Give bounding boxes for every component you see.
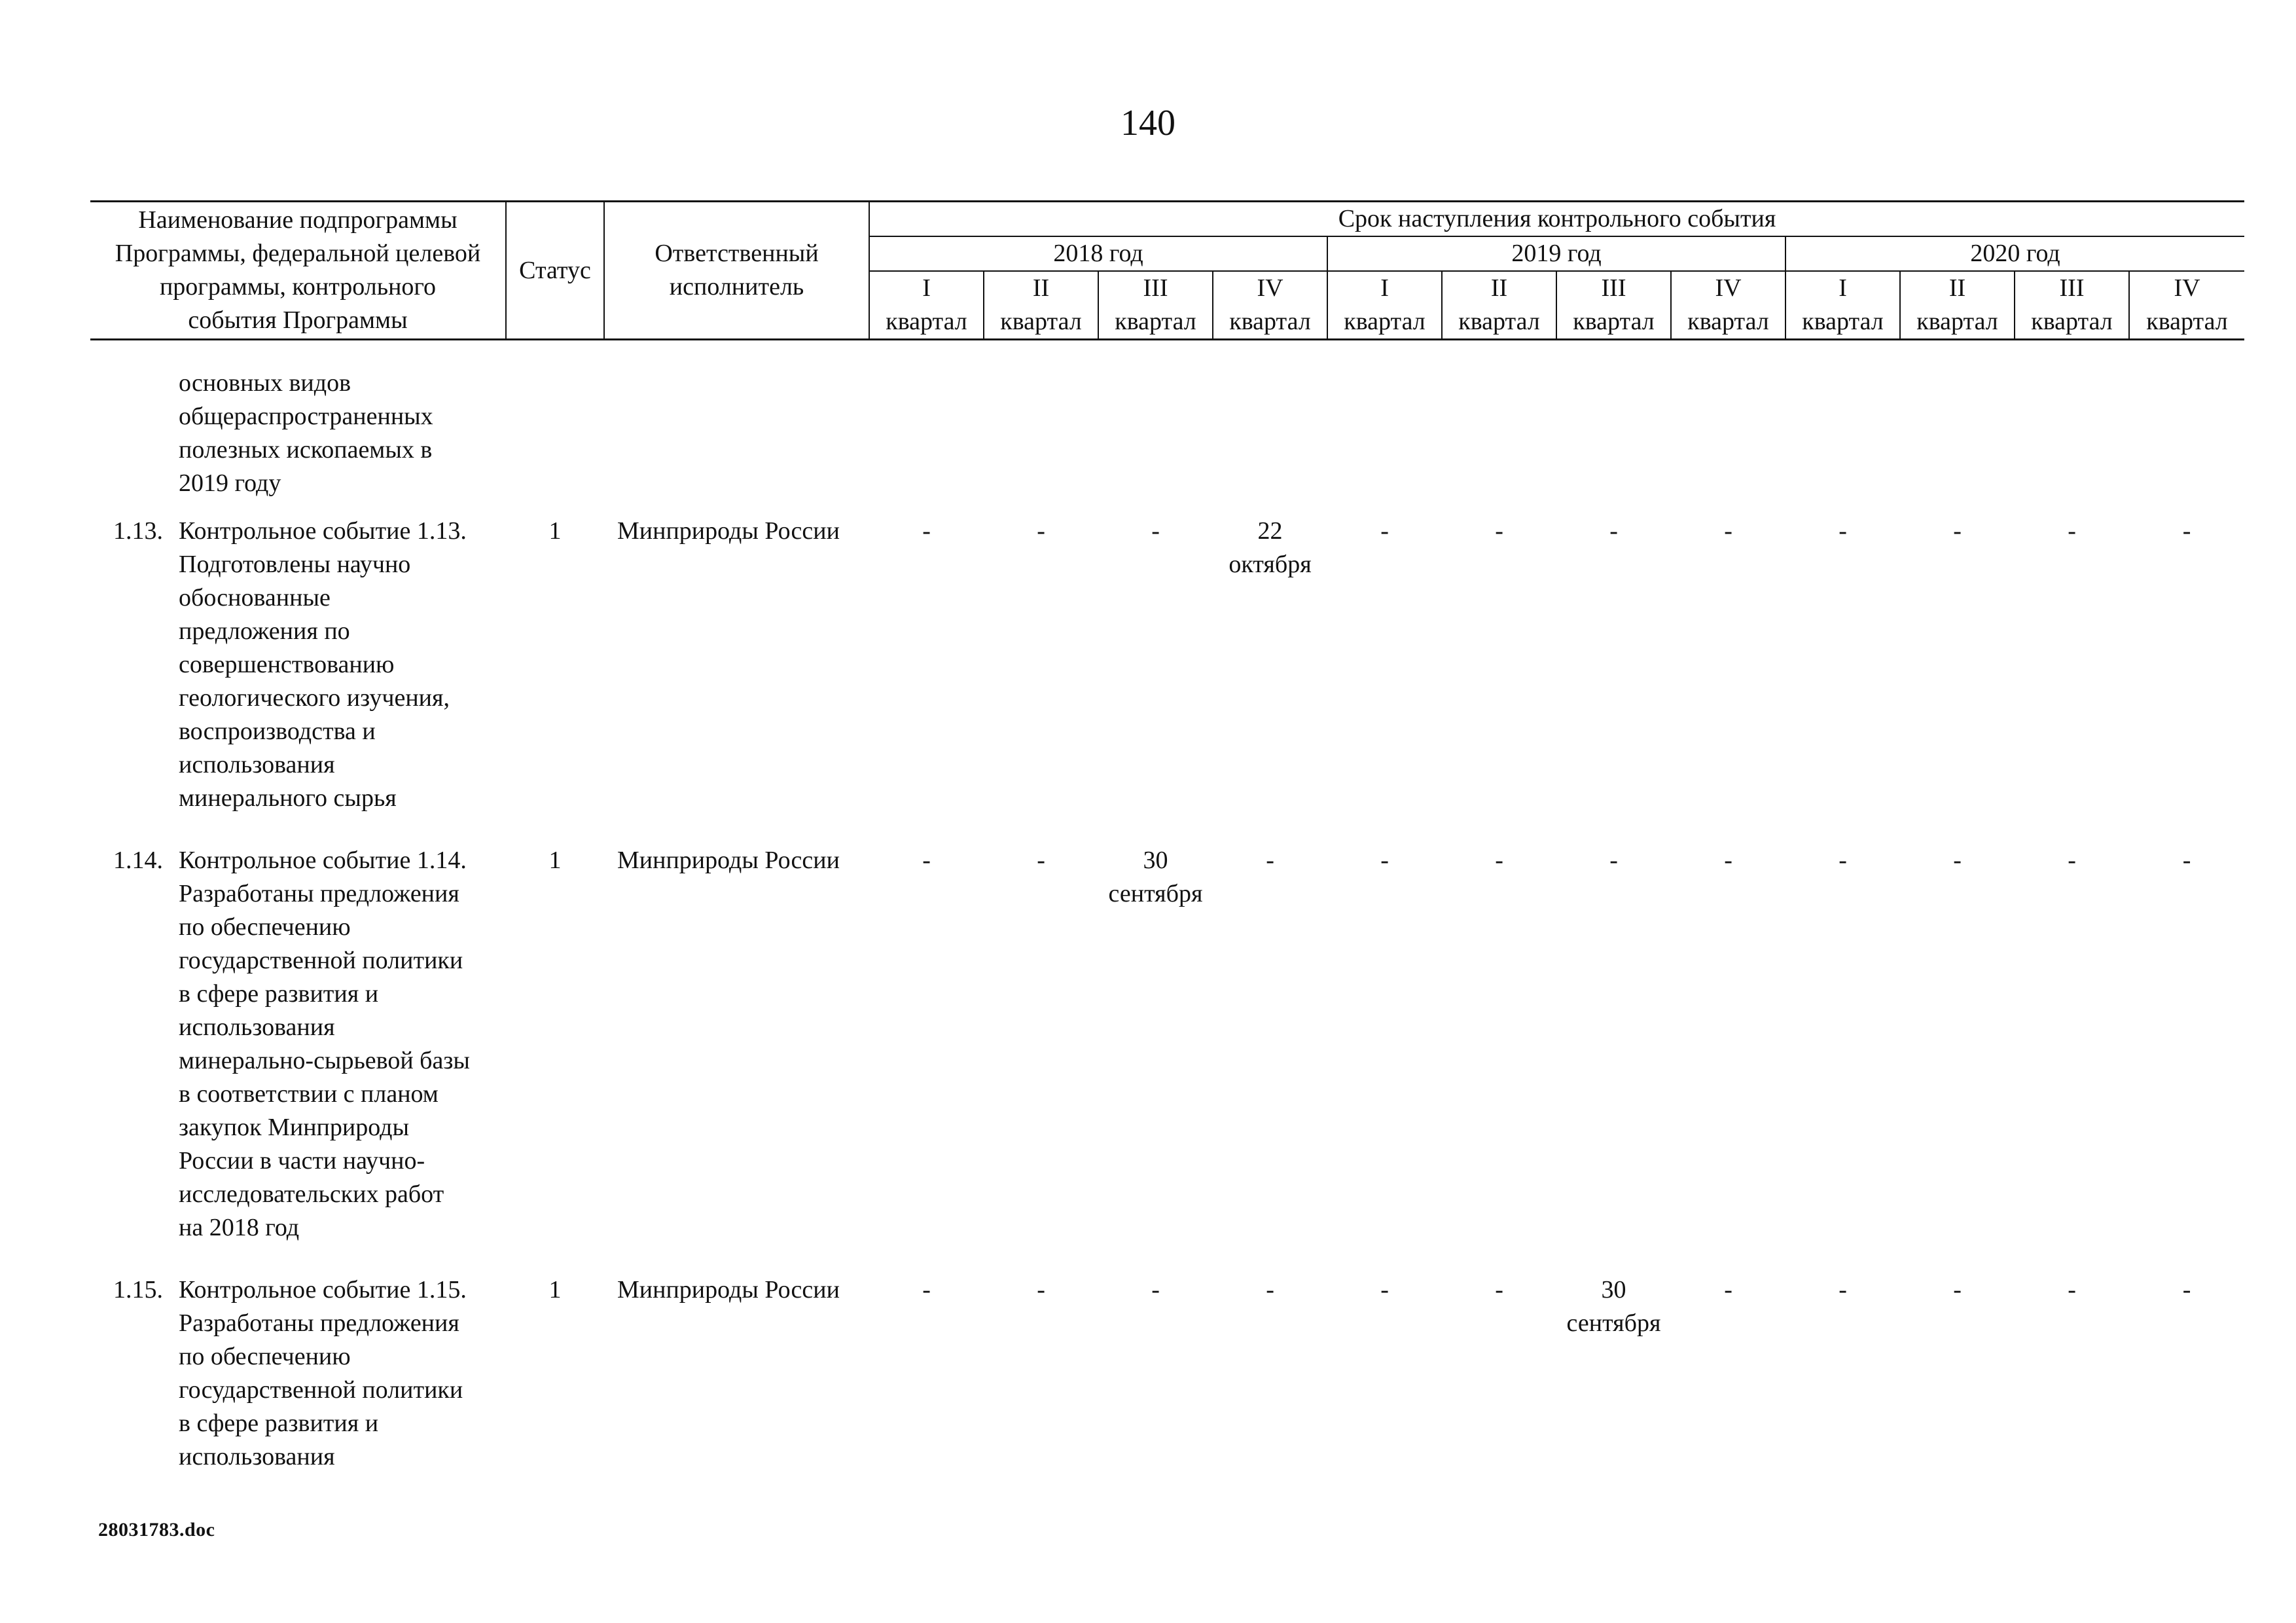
quarter-cell: - (1380, 517, 1389, 545)
header-quarter-12: IV квартал (2129, 271, 2244, 340)
header-name-column: Наименование подпрограммы Программы, федеральной целевой программы, контрольного события Программы (90, 202, 506, 340)
continuation-row (90, 340, 2244, 501)
quarter-cell: - (1037, 847, 1045, 874)
quarter-cell: - (1839, 517, 1847, 545)
header-year-2020: 2020 год (1785, 236, 2244, 271)
quarter-cell: - (922, 847, 931, 874)
header-quarter-3: III квартал (1098, 271, 1213, 340)
quarter-cell: - (1495, 517, 1503, 545)
quarter-cell: - (1266, 1276, 1274, 1304)
header-year-2019: 2019 год (1327, 236, 1785, 271)
row-number: 1.13. (113, 517, 163, 545)
quarter-cell: - (1953, 517, 1962, 545)
row-number: 1.15. (113, 1276, 163, 1304)
header-quarter-11: III квартал (2015, 271, 2129, 340)
quarter-cell: 22 октября (1229, 517, 1312, 578)
event-status: 1 (548, 517, 562, 545)
quarter-cell: - (1839, 847, 1847, 874)
quarter-cell: - (2068, 517, 2076, 545)
quarter-cell: - (922, 517, 931, 545)
quarter-cell: - (2182, 517, 2191, 545)
quarter-cell: - (1151, 517, 1160, 545)
quarter-cell: - (2182, 847, 2191, 874)
header-quarter-2: II квартал (984, 271, 1098, 340)
quarter-cell: - (922, 1276, 931, 1304)
quarter-cell: - (1380, 1276, 1389, 1304)
table-body (90, 340, 2244, 1489)
table-header (90, 202, 2244, 340)
quarter-cell: - (2182, 1276, 2191, 1304)
quarter-cell: - (1380, 847, 1389, 874)
quarter-cell: - (1724, 847, 1732, 874)
quarter-cell: - (1839, 1276, 1847, 1304)
event-executor: Минприроды России (617, 1276, 840, 1304)
header-quarter-8: IV квартал (1671, 271, 1785, 340)
table-row (90, 1259, 2244, 1488)
footer-doc-id: 28031783.doc (98, 1519, 215, 1541)
quarter-cell: - (1953, 847, 1962, 874)
table-row (90, 500, 2244, 830)
header-executor-column: Ответственный исполнитель (604, 202, 869, 340)
quarter-cell: 30 сентября (1566, 1276, 1661, 1337)
event-status: 1 (548, 1276, 562, 1304)
quarter-cell: - (1266, 847, 1274, 874)
quarter-cell: - (1724, 1276, 1732, 1304)
event-description: Контрольное событие 1.15. Разработаны предложения по обеспечению государственной политики в сфере развития и использования (179, 1276, 467, 1470)
quarter-cell: - (1953, 1276, 1962, 1304)
quarter-cell: - (1495, 1276, 1503, 1304)
row-number: 1.14. (113, 847, 163, 874)
header-quarter-5: I квартал (1327, 271, 1442, 340)
table-row (90, 830, 2244, 1259)
event-description: Контрольное событие 1.14. Разработаны предложения по обеспечению государственной политики в сфере развития и использования минерально-сырьевой базы в соответствии с планом закупок Минприроды России в части научно- исследовательских работ на 2018 год (179, 847, 470, 1241)
header-quarter-1: I квартал (869, 271, 984, 340)
event-executor: Минприроды России (617, 517, 840, 545)
quarter-cell: - (1495, 847, 1503, 874)
quarter-cell: 30 сентября (1108, 847, 1203, 907)
header-quarter-10: II квартал (1900, 271, 2015, 340)
quarter-cell: - (1151, 1276, 1160, 1304)
continuation-description: основных видов общераспространенных полезных ископаемых в 2019 году (179, 369, 433, 497)
event-status: 1 (548, 847, 562, 874)
quarter-cell: - (1724, 517, 1732, 545)
quarter-cell: - (2068, 847, 2076, 874)
event-description: Контрольное событие 1.13. Подготовлены научно обоснованные предложения по совершенствованию геологического изучения, воспроизводства и использования минерального сырья (179, 517, 467, 812)
quarter-cell: - (2068, 1276, 2076, 1304)
header-quarter-4: IV квартал (1213, 271, 1327, 340)
header-quarter-6: II квартал (1442, 271, 1556, 340)
header-deadline-title: Срок наступления контрольного события (869, 202, 2244, 237)
header-quarter-9: I квартал (1785, 271, 1900, 340)
quarter-cell: - (1037, 517, 1045, 545)
header-quarter-7: III квартал (1556, 271, 1671, 340)
event-executor: Минприроды России (617, 847, 840, 874)
header-status-column: Статус (506, 202, 604, 340)
page-number: 140 (1121, 103, 1175, 143)
quarter-cell: - (1609, 847, 1618, 874)
header-year-2018: 2018 год (869, 236, 1327, 271)
quarter-cell: - (1037, 1276, 1045, 1304)
quarter-cell: - (1609, 517, 1618, 545)
control-events-table (90, 200, 2244, 1488)
